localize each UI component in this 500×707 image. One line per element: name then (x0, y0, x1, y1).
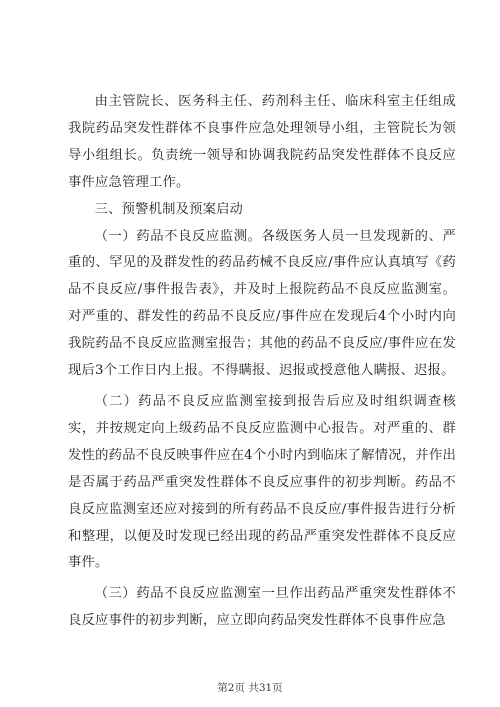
page-footer: 第2页 共31页 (217, 682, 283, 694)
paragraph-leadership-group: 由主管院长、医务科主任、药剂科主任、临床科室主任组成我院药品突发性群体不良事件应急处理领导小组，主管院长为领导小组组长。负责统一领导和协调我院药品突发性群体不良反应事件应急管理工作。 (68, 94, 456, 190)
document-body (68, 89, 456, 635)
paragraph-monitoring-office-report: （二）药品不良反应监测室接到报告后应及时组织调查核实，并按规定向上级药品不良反应监测中心报告。对严重的、群发性的药品不良反映事件应在4个小时内到临床了解情况，并作出是否属于药品严重突发性群体不良反应事件的初步判断。药品不良反应监测室还应对接到的所有药品不良反应/事件报告进行分析和整理，以便及时发现已经出现的药品严重突发性群体不良反应事件。 (68, 393, 456, 571)
paragraph-adr-monitoring: （一）药品不良反应监测。各级医务人员一旦发现新的、严重的、罕见的及群发性的药品药械不良反应/事件应认真填写《药品不良反应/事件报告表》，并及时上报院药品不良反应监测室。对严重的、群发性的药品不良反应/事件应在发现后4个小时内向我院药品不良反应监测室报告；其他的药品不良反应/事件应在发现后3个工作日内上报。不得瞒报、迟报或授意他人瞒报、迟报。 (68, 228, 456, 379)
section-heading-warning-mechanism: 三、预警机制及预案启动 (94, 201, 244, 217)
paragraph-initial-judgment: （三）药品不良反应监测室一旦作出药品严重突发性群体不良反应事件的初步判断，应立即向药品突发性群体不良事件应急 (68, 586, 456, 629)
